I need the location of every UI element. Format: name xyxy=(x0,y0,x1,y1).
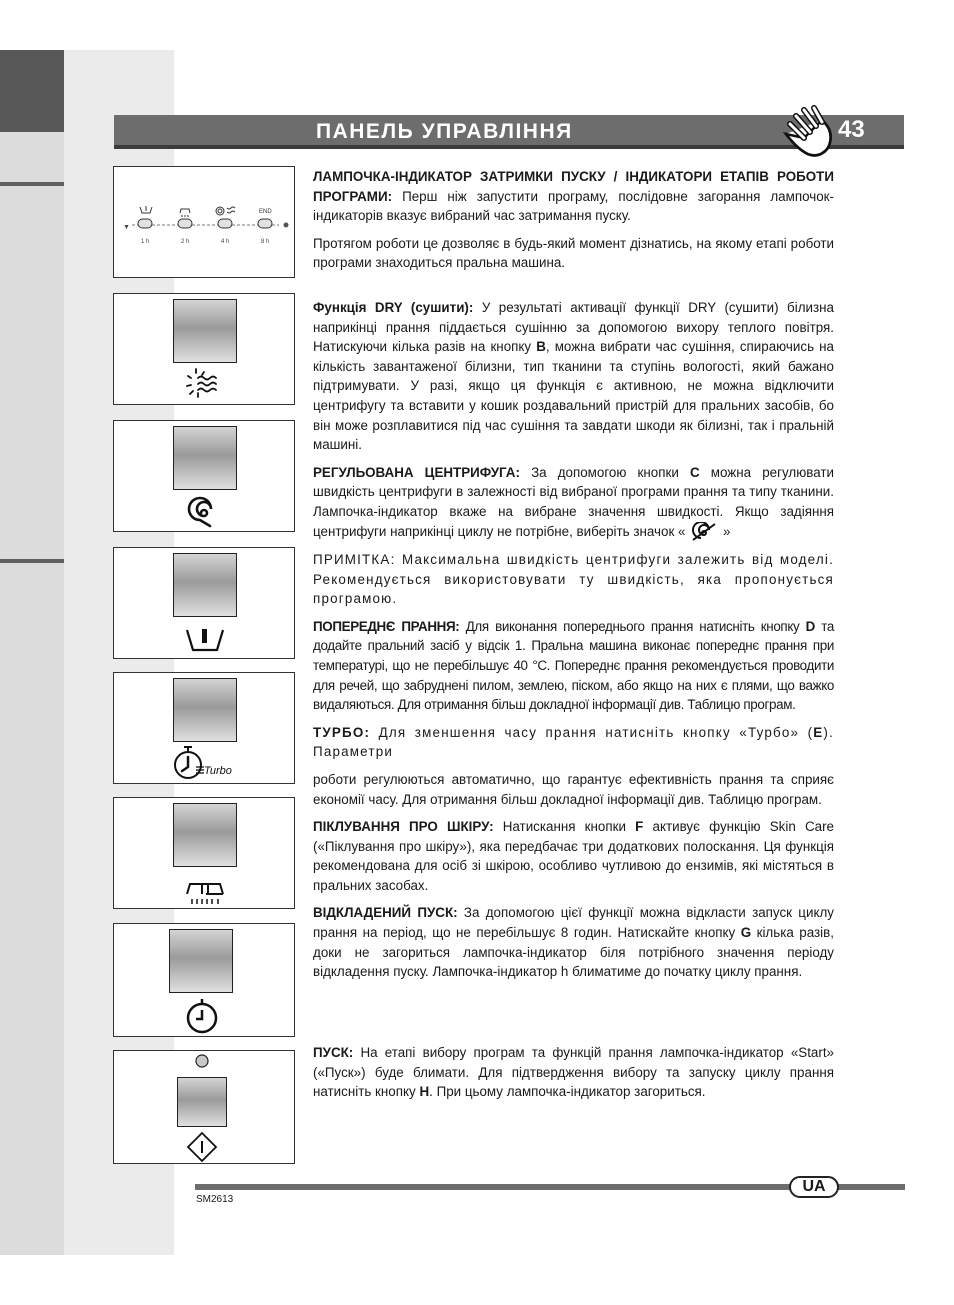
section-text: Протягом роботи це дозволяє в будь-який момент дізнатись, на якому етапі роботи програми знаходиться пральна машина. xyxy=(313,235,834,271)
side-divider xyxy=(0,182,64,186)
key-label: H xyxy=(419,1084,430,1100)
dry-text: , можна вибрати час сушіння, спираючись на кількість завантаженої білизни, тип тканини та ступінь вологості, який бажано підтримувати. У разі, якщо ця функція є активною, не можна відключити центрифугу та вставити у кошик роздавальний пристрій для пральних засобів, бо він може розплавитися під час сушіння та завдати шкоди як білизні, так і пральній машині. xyxy=(313,339,834,453)
page-number: 43 xyxy=(838,116,865,143)
turbo-button[interactable] xyxy=(173,678,237,742)
key-label: E xyxy=(813,724,824,740)
start-text: На етапі вибору програм та функцій прання лампочка-індикатор «Start» («Пуск») буде блимати. Для підтвердження вибору та запуску циклу прання натисніть кнопку xyxy=(313,1045,834,1100)
side-margin xyxy=(0,132,64,1255)
delayed-start-title: ВІДКЛАДЕНИЙ ПУСК: xyxy=(313,905,458,921)
dry-text: У результаті активації функції DRY (сушити) білизна наприкінці прання піддається сушінню за допомогою вихору теплого повітря. Натискуючи кілька разів на кнопку xyxy=(313,300,834,355)
key-label: D xyxy=(805,618,815,634)
start-button[interactable] xyxy=(177,1077,227,1127)
start-title: ПУСК: xyxy=(313,1045,354,1060)
skin-care-title: ПІКЛУВАННЯ ПРО ШКІРУ: xyxy=(313,819,494,835)
turbo-text: Для зменшення часу прання натисніть кнопку «Турбо» ( xyxy=(378,724,814,740)
turbo-icon xyxy=(170,745,250,783)
dry-icon xyxy=(184,366,224,400)
delayed-start-text: За допомогою цієї функції можна відкласти запуск циклу прання на період, що не перебільшує 8 годин. Натискайте кнопку xyxy=(313,905,834,941)
left-arrow-icon: ▼ xyxy=(123,224,130,231)
key-label: B xyxy=(536,339,546,355)
key-label: G xyxy=(740,925,752,941)
language-badge: UA xyxy=(789,1176,839,1198)
page-title: ПАНЕЛЬ УПРАВЛІННЯ xyxy=(316,120,573,143)
section-delay-indicator xyxy=(313,167,834,281)
spin-text: » xyxy=(722,523,731,539)
start-panel xyxy=(113,1050,295,1164)
spin-dry-icon xyxy=(216,207,235,215)
turbo-label: Turbo xyxy=(204,765,232,777)
note-text: ПРИМІТКА: Максимальна швидкість центрифуги залежить від моделі. Рекомендується використовувати ту швидкість, яка пропонується програмою. xyxy=(313,551,834,607)
prewash-title: ПОПЕРЕДНЄ ПРАННЯ: xyxy=(313,618,460,634)
delay-label: 8 h xyxy=(261,239,270,245)
delay-panel xyxy=(113,923,295,1037)
prewash-text: Для виконання попереднього прання натисніть кнопку xyxy=(465,618,800,634)
section-start xyxy=(313,1043,834,1110)
prewash-button[interactable] xyxy=(173,553,237,617)
rinse-icon xyxy=(184,878,226,908)
delay-label: 1 h xyxy=(141,239,150,245)
turbo-text: роботи регулюються автоматично, що гарантує ефективність прання та сприяє економії часу. Для отримання більш докладної інформації див. Таблицю програм. xyxy=(313,771,834,807)
spin-icon xyxy=(186,495,222,529)
section-functions xyxy=(313,298,834,990)
end-label: END xyxy=(259,209,272,215)
prewash-icon xyxy=(184,626,226,656)
key-label: F xyxy=(635,819,644,835)
spin-panel xyxy=(113,420,295,532)
start-lamp-icon xyxy=(194,1053,210,1069)
start-icon xyxy=(186,1131,218,1163)
spin-text: можна регулювати швидкість центрифуги в залежності від вибраної програми прання та типу тканини. Лампочка-індикатор вкаже на вибране значення швидкості. Якщо задіяння центрифуги наприкінці циклу не потрібне, виберіть значок « xyxy=(313,464,834,539)
rinse-icon xyxy=(180,209,190,217)
dry-button[interactable] xyxy=(173,299,237,363)
spin-button[interactable] xyxy=(173,426,237,490)
indicator-panel xyxy=(113,166,295,278)
delay-button[interactable] xyxy=(169,929,233,993)
skin-care-panel xyxy=(113,797,295,909)
skin-care-button[interactable] xyxy=(173,803,237,867)
dry-panel xyxy=(113,293,295,405)
dry-title: Функція DRY (сушити): xyxy=(313,300,474,315)
indicator-lamps-diagram xyxy=(114,167,294,277)
no-spin-icon xyxy=(689,522,719,542)
section-text: Перш ніж запустити програму, послідовне загорання лампочок-індикаторів вказує вибраний час затримання пуску. xyxy=(313,188,834,224)
start-text: . При цьому лампочка-індикатор загориться. xyxy=(429,1084,706,1100)
key-label: C xyxy=(689,464,700,480)
spin-text: За допомогою кнопки xyxy=(531,464,679,480)
spin-title: РЕГУЛЬОВАНА ЦЕНТРИФУГА: xyxy=(313,464,520,480)
delayed-start-text: кілька разів, доки не загориться лампочка-індикатор біля потрібного значення періоду відкладення пуску. Лампочка-індикатор h блиматиме до початку циклу прання. xyxy=(313,925,834,980)
prewash-panel xyxy=(113,547,295,659)
turbo-text: ). Параметри xyxy=(313,724,834,760)
delay-label: 4 h xyxy=(221,239,230,245)
turbo-panel xyxy=(113,672,295,784)
clock-icon xyxy=(184,998,220,1034)
delay-label: 2 h xyxy=(181,239,190,245)
hand-icon xyxy=(782,104,840,160)
prewash-text: та додайте пральний засіб у відсік 1. Пральна машина виконає попереднє прання при температурі, що не перебільшує 40 °С. Попереднє прання рекомендується проводити для речей, що забруднені пилом, землею, піском, або якщо на них є плями, що важко видаляються. Для отримання більш докладної інформації див. Таблицю програм. xyxy=(313,618,835,713)
turbo-title: ТУРБО: xyxy=(313,724,371,740)
prewash-icon xyxy=(140,206,152,213)
side-tab xyxy=(0,50,64,132)
side-divider xyxy=(0,559,64,563)
skin-care-text: активує функцію Skin Care («Піклування про шкіру»), яка передбачає три додаткових полоскання. Ця функція рекомендована для осіб зі шкірою, особливо чутливою до ензимів, які містяться в пральних засобах. xyxy=(313,819,834,893)
section-title: ЛАМПОЧКА-ІНДИКАТОР ЗАТРИМКИ ПУСКУ / ІНДИКАТОРИ ЕТАПІВ РОБОТИ ПРОГРАМИ: xyxy=(313,169,834,204)
skin-care-text: Натискання кнопки xyxy=(502,819,626,835)
model-code: SM2613 xyxy=(196,1194,234,1205)
